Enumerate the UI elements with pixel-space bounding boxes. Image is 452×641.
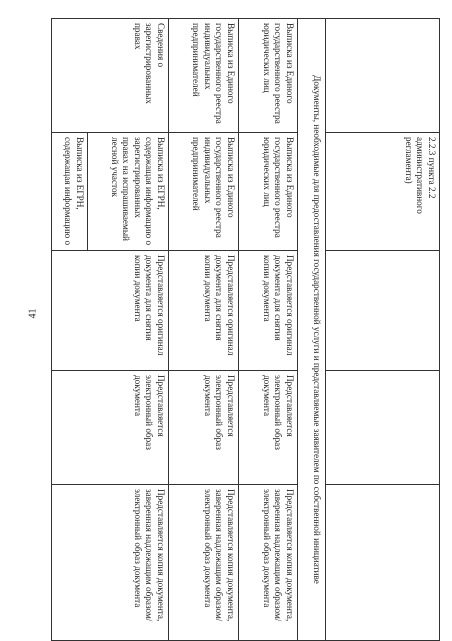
document-name-cell: Сведения о зарегистрированных правах (52, 19, 169, 133)
document-name-cell: Выписка из Единого государственного реестра юридических лиц (239, 19, 298, 133)
table-row (326, 19, 440, 641)
rotated-page (52, 18, 440, 640)
table-row (169, 19, 239, 641)
table-cell (326, 485, 440, 641)
table-cell (326, 251, 440, 371)
document-detail-cell: Выписка из Единого государственного реестра юридических лиц (239, 133, 298, 251)
document-detail-cell: Выписка из ЕГРН, содержащая информацию о (52, 133, 88, 251)
table-cell (326, 19, 440, 133)
electronic-cell: Представляется электронный образ документа (52, 371, 169, 485)
table-row (88, 19, 169, 641)
original-cell: Представляется оригинал документа для снятия копии документа (52, 251, 169, 371)
electronic-cell: Представляется электронный образ документа (239, 371, 298, 485)
reference-text: 2.2.3 пункта 2.2 административного регламента) (403, 137, 437, 214)
original-cell: Представляется оригинал документа для снятия копии документа (239, 251, 298, 371)
documents-table (51, 18, 440, 641)
copy-cell: Представляется копия документа, заверенная надлежащим образом/электронный образ документа (239, 485, 298, 641)
section-heading: Документы, необходимые для предоставления государственной услуги и представляемые заявителем по собственной инициативе (298, 19, 326, 641)
copy-cell: Представляется копия документа, заверенная надлежащим образом/электронный образ документа (169, 485, 239, 641)
table-row (239, 19, 298, 641)
table-cell (326, 133, 440, 251)
copy-cell: Представляется копия документа, заверенная надлежащим образом/электронный образ документа (52, 485, 169, 641)
table-row (298, 19, 326, 641)
page-number: 41 (27, 308, 39, 319)
electronic-cell: Представляется электронный образ документа (169, 371, 239, 485)
document-detail-cell: Выписка из ЕГРН, содержащая информацию о зарегистрированных правах на испрашиваемый лесной участок (88, 133, 169, 251)
document-name-cell: Выписка из Единого государственного реестра индивидуальных предпринимателей (169, 19, 239, 133)
table-cell (326, 371, 440, 485)
document-detail-cell: Выписка из Единого государственного реестра индивидуальных предпринимателей (169, 133, 239, 251)
original-cell: Представляется оригинал документа для снятия копии документа (169, 251, 239, 371)
